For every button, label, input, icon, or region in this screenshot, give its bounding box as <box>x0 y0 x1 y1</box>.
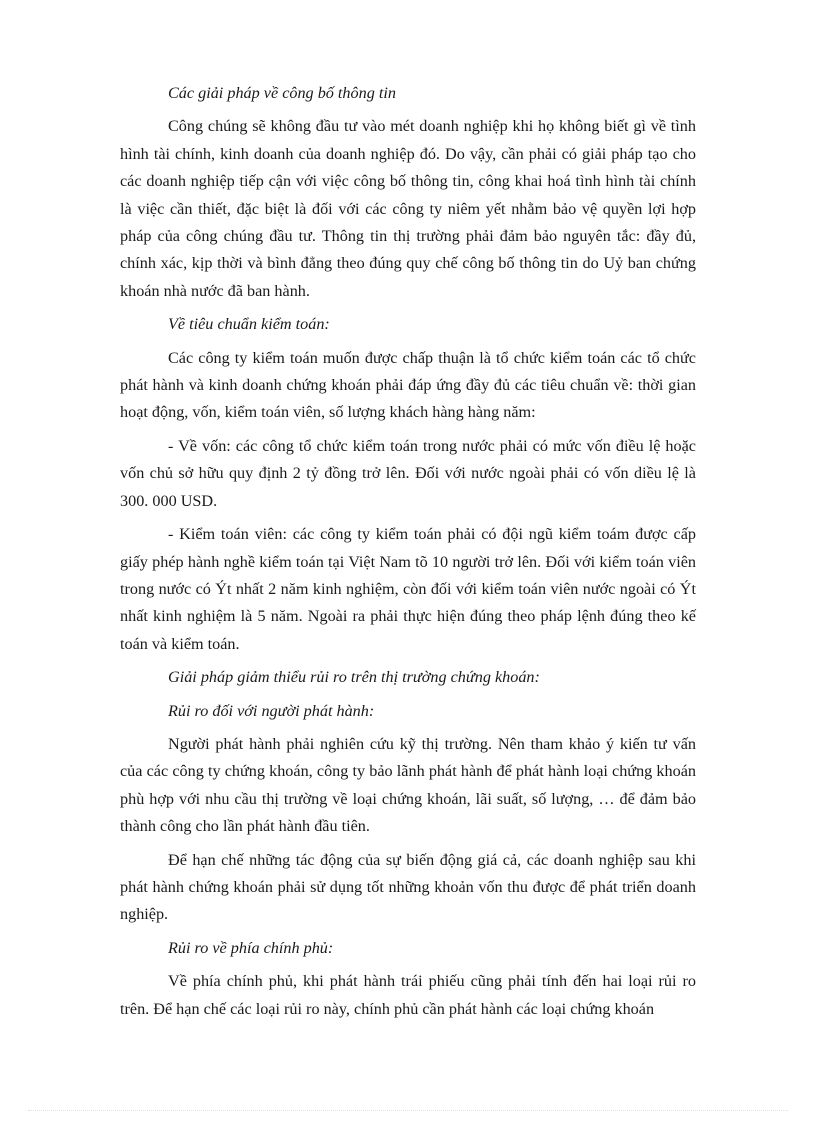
bullet-paragraph-auditors: - Kiểm toán viên: các công ty kiểm toán phải có đội ngũ kiểm toám được cấp giấy phép hành nghề kiểm toán tại Việt Nam tõ 10 người trở lên. Đối với kiểm toán viên trong nước có Ýt nhất 2 năm kinh nghiệm, còn đối với kiểm toán viên nước ngoài có Ýt nhất kinh nghiệm là 5 năm. Ngoài ra phải thực hiện đúng theo pháp lệnh đúng theo kế toán và kiểm toán. <box>120 525 696 653</box>
body-paragraph: Về phía chính phủ, khi phát hành trái phiếu cũng phải tính đến hai loại rủi ro trên. Để hạn chế các loại rủi ro này, chính phủ cần phát hành các loại chứng khoán <box>120 972 696 1018</box>
body-paragraph: Để hạn chế những tác động của sự biến động giá cả, các doanh nghiệp sau khi phát hành chứng khoán phải sử dụng tốt những khoản vốn thu được để phát triển doanh nghiệp. <box>120 850 696 924</box>
bullet-paragraph-capital: - Về vốn: các công tổ chức kiểm toán trong nước phải có mức vốn điều lệ hoặc vốn chủ sở hữu quy định 2 tỷ đồng trở lên. Đối với nước ngoài phải có vốn diều lệ là 300. 000 USD. <box>120 436 696 510</box>
document-body <box>120 80 696 1029</box>
body-paragraph: Công chúng sẽ không đầu tư vào mét doanh nghiệp khi họ không biết gì về tình hình tài chính, kinh doanh của doanh nghiệp đó. Do vậy, cần phải có giải pháp tạo cho các doanh nghiệp tiếp cận với việc công bố thông tin, công khai hoá tình hình tài chính là việc cần thiết, đặc biệt là đối với các công ty niêm yết nhằm bảo vệ quyền lợi hợp pháp của công chúng đầu tư. Thông tin thị trường phải đảm bảo nguyên tắc: đầy đủ, chính xác, kịp thời và bình đẳng theo đúng quy chế công bố thông tin do Uỷ ban chứng khoán nhà nước đã ban hành. <box>120 117 696 300</box>
body-paragraph: Các công ty kiểm toán muốn được chấp thuận là tổ chức kiểm toán các tổ chức phát hành và kinh doanh chứng khoán phải đáp ứng đầy đủ các tiêu chuẩn về: thời gian hoạt động, vốn, kiểm toán viên, số lượng khách hàng hàng năm: <box>120 348 696 422</box>
section-heading-risk-reduction: Giải pháp giảm thiểu rủi ro trên thị trường chứng khoán: <box>168 668 540 687</box>
section-heading-audit-standards: Về tiêu chuẩn kiểm toán: <box>168 315 330 334</box>
subheading-government-risk: Rủi ro về phía chính phủ: <box>168 938 334 957</box>
page-bottom-divider <box>28 1110 788 1111</box>
section-heading-disclosure: Các giải pháp về công bố thông tin <box>168 84 396 102</box>
subheading-issuer-risk: Rủi ro đối với người phát hành: <box>168 701 375 720</box>
body-paragraph: Người phát hành phải nghiên cứu kỹ thị trường. Nên tham khảo ý kiến tư vấn của các công ty chứng khoán, công ty bảo lãnh phát hành để phát hành loại chứng khoán phù hợp với nhu cầu thị trường về loại chứng khoán, lãi suất, số lượng, … để đảm bảo thành công cho lần phát hành đầu tiên. <box>120 734 696 836</box>
